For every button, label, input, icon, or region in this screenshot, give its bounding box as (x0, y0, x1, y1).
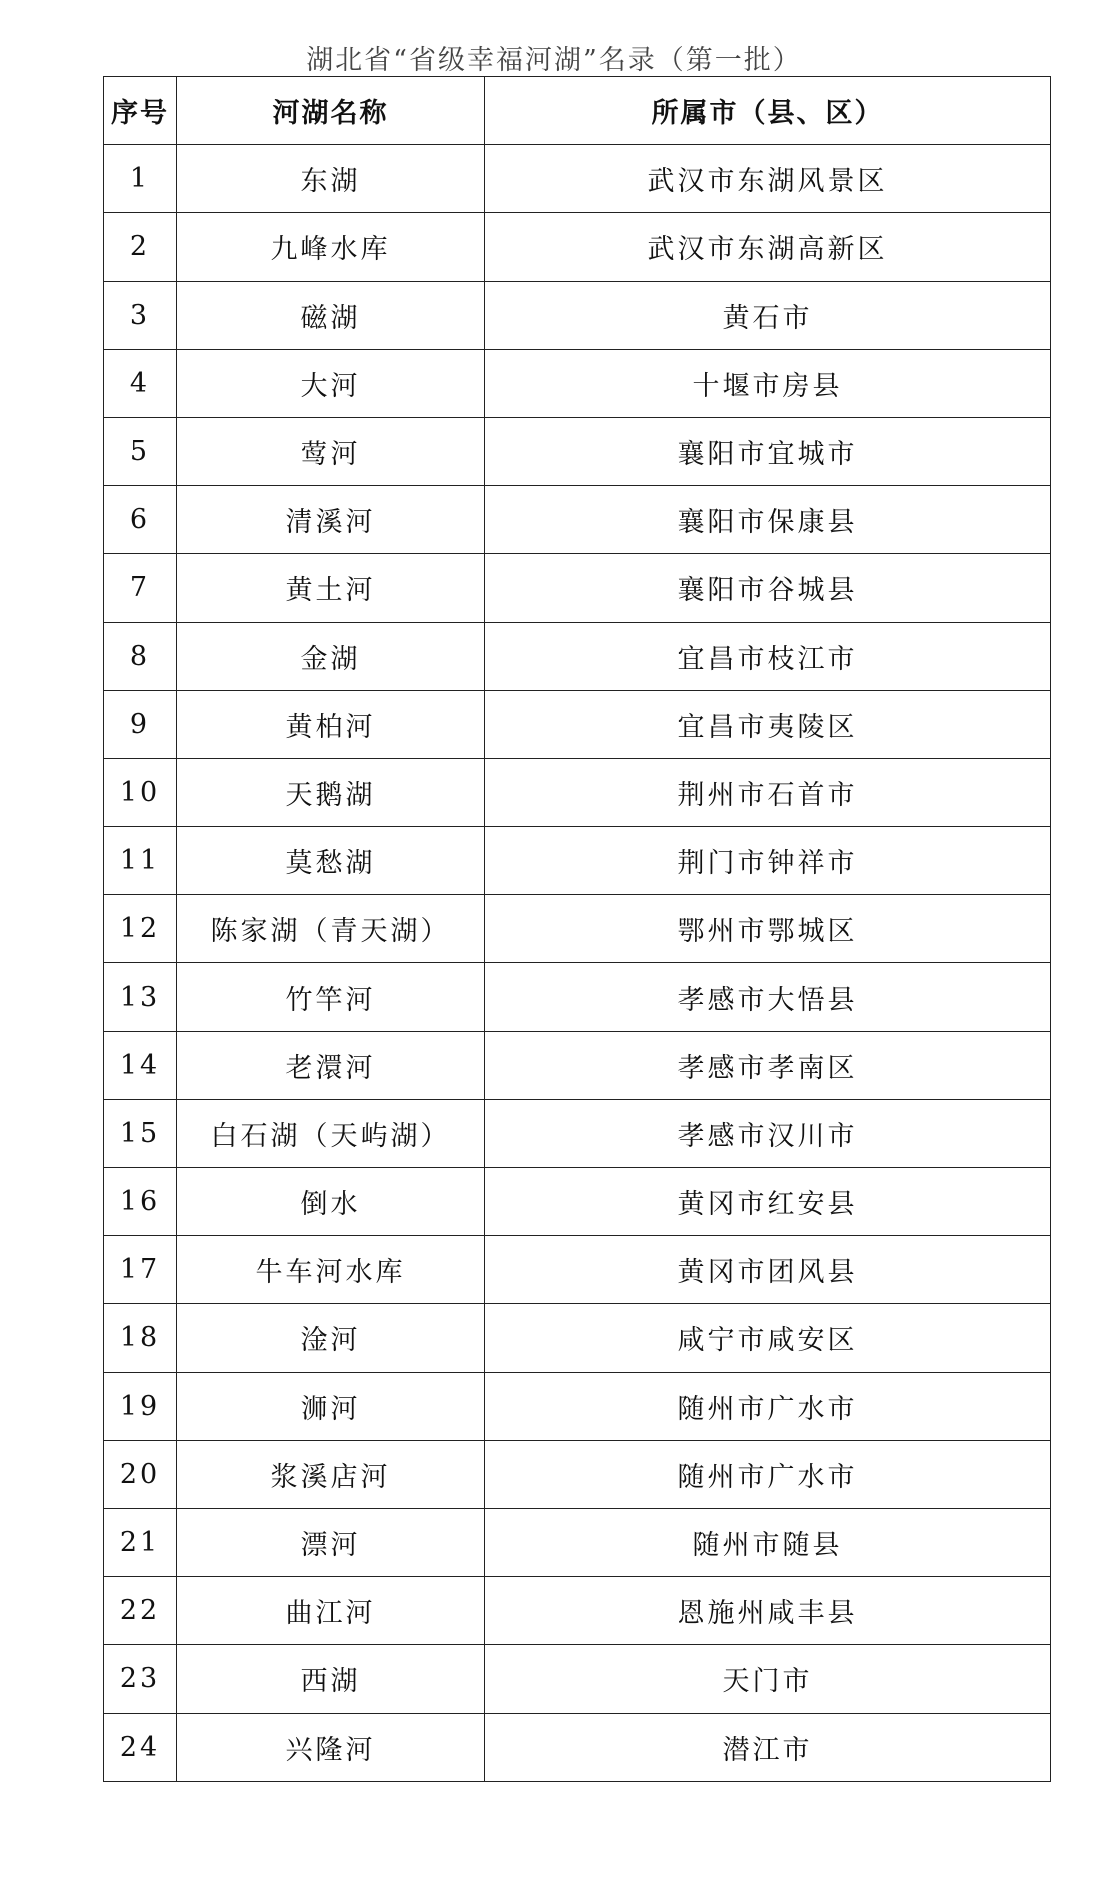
table-row (104, 1577, 1051, 1645)
row-index: 24 (104, 1713, 177, 1781)
row-name: 莫愁湖 (177, 827, 485, 895)
row-name: 九峰水库 (177, 213, 485, 281)
row-location: 孝感市孝南区 (485, 1031, 1051, 1099)
row-index: 23 (104, 1645, 177, 1713)
table-row (104, 622, 1051, 690)
table-row (104, 1440, 1051, 1508)
table-row (104, 486, 1051, 554)
row-index: 8 (104, 622, 177, 690)
row-name: 淦河 (177, 1304, 485, 1372)
row-location: 鄂州市鄂城区 (485, 895, 1051, 963)
header-name: 河湖名称 (177, 77, 485, 145)
row-name: 清溪河 (177, 486, 485, 554)
row-index: 19 (104, 1372, 177, 1440)
row-index: 6 (104, 486, 177, 554)
row-name: 陈家湖（青天湖） (177, 895, 485, 963)
row-name: 牛车河水库 (177, 1236, 485, 1304)
row-index: 17 (104, 1236, 177, 1304)
row-name: 金湖 (177, 622, 485, 690)
row-index: 20 (104, 1440, 177, 1508)
row-index: 15 (104, 1099, 177, 1167)
row-name: 老澴河 (177, 1031, 485, 1099)
row-location: 十堰市房县 (485, 349, 1051, 417)
row-name: 西湖 (177, 1645, 485, 1713)
row-location: 荆门市钟祥市 (485, 827, 1051, 895)
row-name: 东湖 (177, 145, 485, 213)
table-row (104, 554, 1051, 622)
row-location: 天门市 (485, 1645, 1051, 1713)
river-lake-table (103, 76, 1051, 1782)
row-name: 浉河 (177, 1372, 485, 1440)
row-name: 黄土河 (177, 554, 485, 622)
row-name: 兴隆河 (177, 1713, 485, 1781)
table-row (104, 895, 1051, 963)
table-row (104, 1168, 1051, 1236)
row-location: 黄冈市团风县 (485, 1236, 1051, 1304)
row-index: 21 (104, 1508, 177, 1576)
row-index: 14 (104, 1031, 177, 1099)
row-index: 3 (104, 281, 177, 349)
row-index: 4 (104, 349, 177, 417)
row-index: 5 (104, 417, 177, 485)
row-location: 潜江市 (485, 1713, 1051, 1781)
row-index: 10 (104, 758, 177, 826)
row-location: 宜昌市枝江市 (485, 622, 1051, 690)
row-location: 随州市广水市 (485, 1372, 1051, 1440)
table-row (104, 349, 1051, 417)
table-header-row (104, 77, 1051, 145)
row-index: 9 (104, 690, 177, 758)
header-location: 所属市（县、区） (485, 77, 1051, 145)
row-location: 襄阳市保康县 (485, 486, 1051, 554)
table-row (104, 963, 1051, 1031)
row-name: 白石湖（天屿湖） (177, 1099, 485, 1167)
table-row (104, 1099, 1051, 1167)
table-row (104, 1508, 1051, 1576)
row-location: 荆州市石首市 (485, 758, 1051, 826)
row-name: 曲江河 (177, 1577, 485, 1645)
row-location: 孝感市大悟县 (485, 963, 1051, 1031)
table-row (104, 145, 1051, 213)
row-location: 孝感市汉川市 (485, 1099, 1051, 1167)
row-index: 11 (104, 827, 177, 895)
table-row (104, 1372, 1051, 1440)
row-index: 1 (104, 145, 177, 213)
row-name: 天鹅湖 (177, 758, 485, 826)
row-name: 黄柏河 (177, 690, 485, 758)
row-name: 倒水 (177, 1168, 485, 1236)
row-location: 宜昌市夷陵区 (485, 690, 1051, 758)
table-row (104, 1713, 1051, 1781)
row-index: 2 (104, 213, 177, 281)
row-index: 16 (104, 1168, 177, 1236)
row-index: 13 (104, 963, 177, 1031)
row-location: 襄阳市谷城县 (485, 554, 1051, 622)
table-row (104, 758, 1051, 826)
table-row (104, 690, 1051, 758)
table-row (104, 1645, 1051, 1713)
table-row (104, 1304, 1051, 1372)
table-body (104, 145, 1051, 1782)
row-name: 大河 (177, 349, 485, 417)
row-name: 漂河 (177, 1508, 485, 1576)
row-location: 随州市广水市 (485, 1440, 1051, 1508)
row-name: 磁湖 (177, 281, 485, 349)
header-index: 序号 (104, 77, 177, 145)
row-index: 18 (104, 1304, 177, 1372)
table-row (104, 417, 1051, 485)
document-title: 湖北省“省级幸福河湖”名录（第一批） (306, 45, 802, 76)
table-row (104, 1236, 1051, 1304)
row-location: 襄阳市宜城市 (485, 417, 1051, 485)
table-row (104, 827, 1051, 895)
row-name: 竹竿河 (177, 963, 485, 1031)
row-name: 莺河 (177, 417, 485, 485)
row-location: 武汉市东湖高新区 (485, 213, 1051, 281)
table-row (104, 281, 1051, 349)
row-location: 恩施州咸丰县 (485, 1577, 1051, 1645)
table-row (104, 213, 1051, 281)
table-row (104, 1031, 1051, 1099)
row-location: 随州市随县 (485, 1508, 1051, 1576)
row-index: 22 (104, 1577, 177, 1645)
row-index: 12 (104, 895, 177, 963)
row-location: 黄石市 (485, 281, 1051, 349)
row-location: 武汉市东湖风景区 (485, 145, 1051, 213)
row-index: 7 (104, 554, 177, 622)
row-location: 黄冈市红安县 (485, 1168, 1051, 1236)
row-name: 浆溪店河 (177, 1440, 485, 1508)
row-location: 咸宁市咸安区 (485, 1304, 1051, 1372)
